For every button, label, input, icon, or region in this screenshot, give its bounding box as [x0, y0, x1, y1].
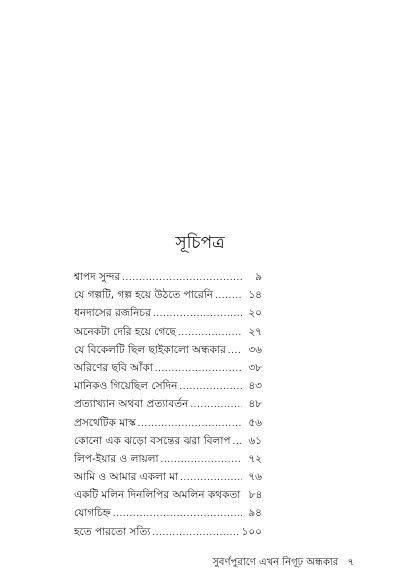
- toc-entry-title: প্রত্যাখ্যান অথবা প্রত্যাবর্তন: [74, 398, 189, 411]
- toc-entry-title: অনেকটা দেরি হয়ে গেছে: [74, 325, 176, 338]
- toc-entry: [74, 432, 262, 450]
- toc-entry: [74, 268, 262, 286]
- toc-entry-page: ২০: [248, 307, 262, 320]
- toc-entry-title: কোনো এক ঝড়ো বসন্তের ঝরা বিলাপ: [74, 434, 231, 447]
- dot-leader: [161, 451, 242, 469]
- toc-entry-page: ৭২: [248, 452, 262, 465]
- toc-entry: [74, 395, 262, 413]
- toc-entry-title: প্রসথেটিক মাস্ক: [74, 416, 136, 429]
- toc-entry: [74, 323, 262, 341]
- dot-leader: [180, 469, 242, 487]
- toc-entry-page: ৯: [255, 271, 262, 283]
- toc-entry-title: হতে পারতো সত্যি: [74, 525, 151, 538]
- toc-entry-title: যোগচিহ্ন: [74, 507, 111, 520]
- toc-entry: [74, 286, 262, 304]
- toc-entry-page: ৯৪: [248, 507, 262, 520]
- dot-leader: [178, 324, 242, 342]
- toc-entry: [74, 523, 262, 541]
- dot-leader: [153, 305, 242, 323]
- page-number: ৭: [347, 557, 354, 568]
- toc-entry: [74, 486, 262, 504]
- dot-leader: [122, 269, 242, 287]
- toc-entry-title: মানিকও গিয়েছিল সেদিন: [74, 380, 178, 393]
- toc-entry-page: ৩৮: [248, 361, 262, 374]
- toc-list: [74, 268, 262, 541]
- toc-entry: [74, 304, 262, 322]
- toc-entry: [74, 414, 262, 432]
- toc-entry: [74, 359, 262, 377]
- toc-entry-page: ৩৬: [248, 343, 262, 356]
- toc-entry-page: ১০০: [241, 525, 262, 538]
- dot-leader: [155, 360, 242, 378]
- toc-entry-page: ৬১: [248, 434, 262, 447]
- toc-entry: [74, 468, 262, 486]
- toc-entry: [74, 341, 262, 359]
- page-footer: [206, 556, 354, 570]
- dot-leader: [228, 342, 242, 360]
- dot-leader: [233, 433, 242, 451]
- toc-entry-page: ২৭: [248, 325, 262, 338]
- dot-leader: [179, 378, 242, 396]
- toc-entry-title: যে বিকেলটি ছিল ছাইকালো অন্ধকার: [74, 343, 226, 356]
- toc-entry-page: ৪৩: [248, 380, 262, 393]
- toc-entry-page: ৫৬: [248, 416, 262, 429]
- dot-leader: [138, 415, 242, 433]
- dot-leader: [215, 287, 242, 305]
- toc-entry-title: একটি মলিন দিনলিপির অমলিন কথকতা: [74, 489, 241, 502]
- toc-entry-page: ১৪: [248, 289, 262, 302]
- dot-leader: [190, 396, 242, 414]
- toc-entry-title: শ্বাপদ সুন্দর: [74, 271, 121, 283]
- toc-entry-title: আমি ও আমার একলা মা: [74, 471, 179, 484]
- toc-entry-title: অরিণের ছবি আঁকা: [74, 361, 153, 374]
- toc-entry-page: ৮৪: [248, 489, 263, 502]
- toc-entry-page: ৪৮: [248, 398, 262, 411]
- toc-heading: সূচিপত্র: [175, 233, 225, 253]
- toc-entry: [74, 377, 262, 395]
- running-title: সুবর্ণপুরাণে এখন নিগূঢ় অন্ধকার: [212, 557, 339, 568]
- toc-entry-title: ধনদাসের রজনিচর: [74, 307, 151, 320]
- toc-entry-page: ৭৬: [248, 471, 262, 484]
- dot-leader: [113, 505, 242, 523]
- toc-entry-title: যে গল্পটি, গল্প হয়ে উঠতে পারেনি: [74, 289, 214, 302]
- toc-entry: [74, 504, 262, 522]
- toc-entry: [74, 450, 262, 468]
- toc-entry-title: লিপ-ইয়ার ও লায়লা: [74, 452, 159, 465]
- dot-leader: [152, 524, 239, 542]
